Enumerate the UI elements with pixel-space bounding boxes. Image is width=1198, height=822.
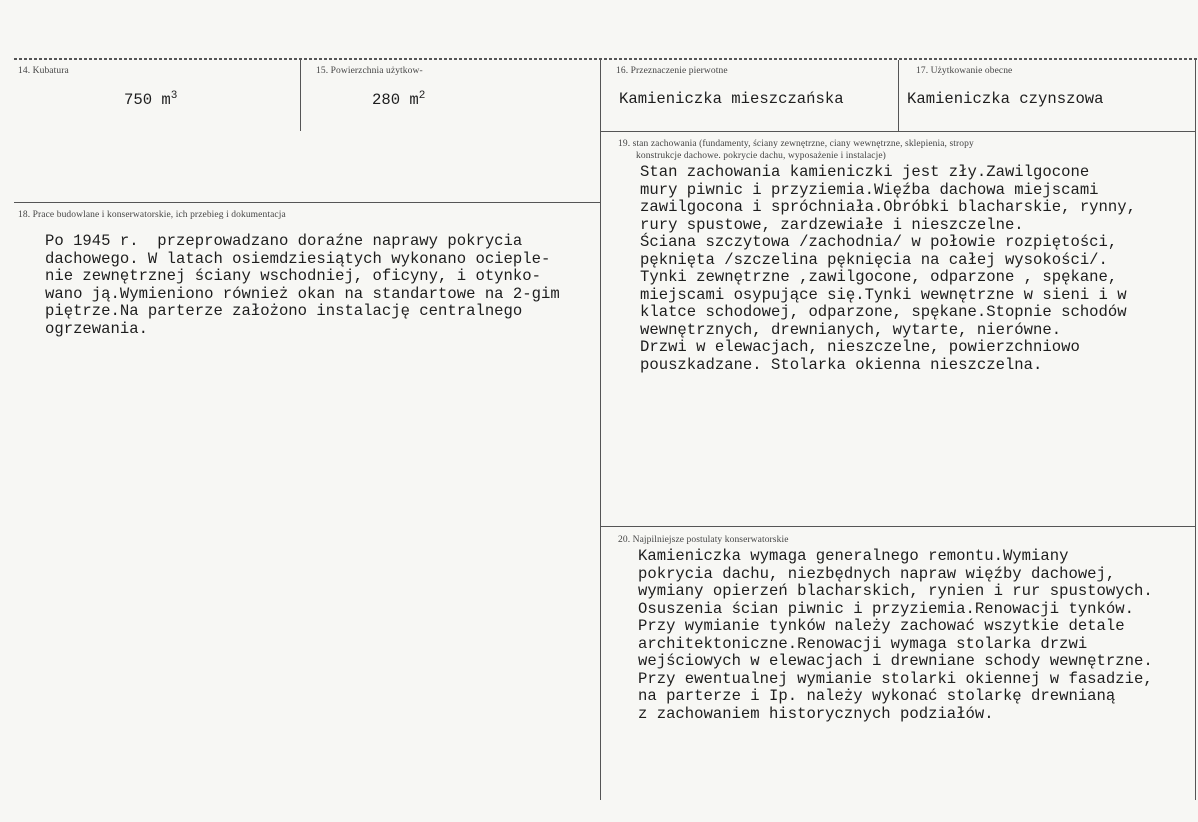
field-16-label: 16. Przeznaczenie pierwotne bbox=[616, 66, 728, 76]
divider-14-15 bbox=[300, 60, 301, 131]
field-18-text: Po 1945 r. przeprowadzano doraźne naprawy pokrycia dachowego. W latach osiemdziesiątych wykonano ocieple- nie zewnętrznej ściany wschodniej, oficyny, i otynko- wano ją.Wymieniono również okan na standartowe na 2-gim piętrze.Na parterze założono instalację centralnego ogrzewania. bbox=[45, 232, 560, 338]
divider-main bbox=[600, 60, 601, 800]
field-15-value bbox=[372, 90, 425, 109]
field-14-exponent: 3 bbox=[170, 90, 178, 102]
field-19-text: Stan zachowania kamieniczki jest zły.Zawilgocone mury piwnic i przyziemia.Więźba dachowa miejscami zawilgocona i spróchniała.Obróbki blacharskie, rynny, rury spustowe, zardzewiałe i nieszczelne. Ściana szczytowa /zachodnia/ w połowie rozpiętości, pęknięta /szczelina pęknięcia na całej wysokości/. Tynki zewnętrzne ,zawilgocone, odparzone , spękane, miejscami osypujące się.Tynki wewnętrzne w sieni i w klatce schodowej, odparzone, spękane.Stopnie schodów wewnętrznych, drewnianych, wytarte, nierówne. Drzwi w elewacjach, nieszczelne, powierzchniowo pouszkadzane. Stolarka okienna nieszczelna. bbox=[640, 163, 1136, 374]
field-17-value: Kamieniczka czynszowa bbox=[907, 90, 1104, 108]
field-20-label: 20. Najpilniejsze postulaty konserwatorskie bbox=[618, 535, 789, 545]
field-17-label: 17. Użytkowanie obecne bbox=[916, 66, 1013, 76]
field-14-label: 14. Kubatura bbox=[18, 66, 69, 76]
divider-16-17 bbox=[898, 60, 899, 131]
field-15-number: 280 m bbox=[372, 91, 419, 110]
rule-above-20 bbox=[601, 526, 1196, 527]
right-edge bbox=[1195, 60, 1196, 800]
field-14-value bbox=[124, 90, 177, 109]
rule-above-18 bbox=[14, 202, 600, 203]
top-rule bbox=[14, 58, 1197, 60]
rule-under-16-17 bbox=[601, 131, 1196, 132]
field-15-exponent: 2 bbox=[418, 90, 426, 102]
field-14-number: 750 m bbox=[124, 91, 171, 110]
field-16-value: Kamieniczka mieszczańska bbox=[619, 90, 844, 108]
field-19-label-line2: konstrukcje dachowe. pokrycie dachu, wyposażenie i instalacje) bbox=[636, 151, 886, 161]
field-20-text: Kamieniczka wymaga generalnego remontu.Wymiany pokrycia dachu, niezbędnych napraw więźby dachowej, wymiany opierzeń blacharskich, rynien i rur spustowych. Osuszenia ścian piwnic i przyziemia.Renowacji tynków. Przy wymianie tynków należy zachować wszytkie detale architektoniczne.Renowacji wymaga stolarka drzwi wejściowych w elewacjach i drewniane schody wewnętrzne. Przy ewentualnej wymianie stolarki okiennej w fasadzie, na parterze i Ip. należy wykonać stolarkę drewnianą z zachowaniem historycznych podziałów. bbox=[638, 547, 1153, 723]
field-19-label-line1: 19. stan zachowania (fundamenty, ściany zewnętrzne, ciany wewnętrzne, sklepienia, stropy bbox=[618, 139, 974, 149]
field-18-label: 18. Prace budowlane i konserwatorskie, ich przebieg i dokumentacja bbox=[18, 210, 286, 220]
field-15-label: 15. Powierzchnia użytkow- bbox=[316, 66, 423, 76]
